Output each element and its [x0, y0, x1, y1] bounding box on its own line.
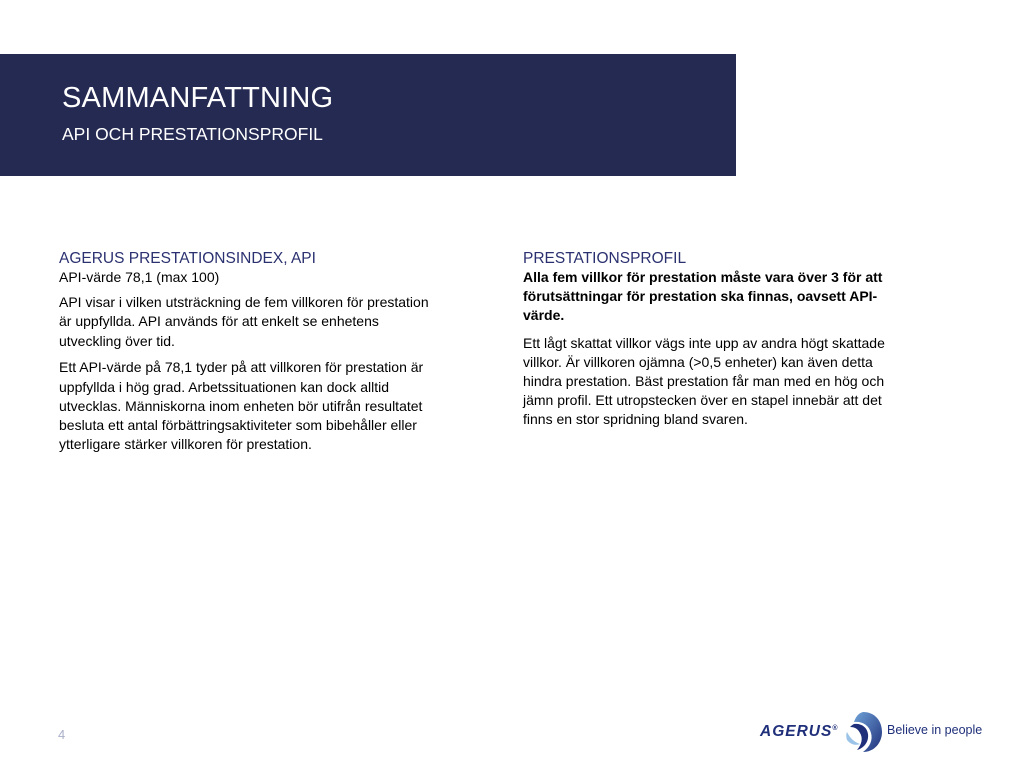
profile-section [523, 249, 908, 437]
profile-lead-text: Alla fem villkor för prestation måste vara över 3 för att förutsättningar för prestation ska finnas, oavsett API-värde. [523, 269, 883, 324]
api-paragraph-2: Ett API-värde på 78,1 tyder på att villkoren för prestation är uppfyllda i hög grad. Arbetssituationen kan dock alltid utvecklas. Människorna inom enheten bör utifrån resultatet besluta ett antal förbättringsaktiviteter som bibehåller eller ytterligare stärker villkoren för prestation. [59, 359, 424, 453]
profile-heading: PRESTATIONSPROFIL [523, 250, 687, 267]
agerus-logo [760, 710, 983, 754]
header-band [0, 54, 736, 176]
api-paragraph-1: API visar i vilken utsträckning de fem villkoren för prestation är uppfyllda. API används för att enkelt se enhetens utveckling över tid. [59, 294, 429, 349]
api-heading: AGERUS PRESTATIONSINDEX, API [59, 250, 316, 267]
logo-wordmark [760, 723, 839, 741]
profile-paragraph-1: Ett lågt skattat villkor vägs inte upp av andra högt skattade villkor. Är villkoren ojämna (>0,5 enheter) kan även detta hindra prestation. Bäst prestation får man med en hög och jämn profil. Ett utropstecken över en stapel innebär att det finns en stor spridning bland svaren. [523, 334, 885, 428]
page-subtitle: API OCH PRESTATIONSPROFIL [62, 124, 323, 144]
api-section [59, 249, 431, 462]
logo-tagline: Believe in people [887, 723, 983, 737]
logo-wordmark-text: AGERUS [760, 723, 833, 740]
agerus-swirl-icon [842, 710, 884, 754]
registered-mark: ® [832, 724, 839, 732]
page-title: SAMMANFATTNING [62, 82, 334, 114]
api-value-text: API-värde 78,1 (max 100) [59, 269, 220, 285]
page-number: 4 [58, 727, 66, 742]
